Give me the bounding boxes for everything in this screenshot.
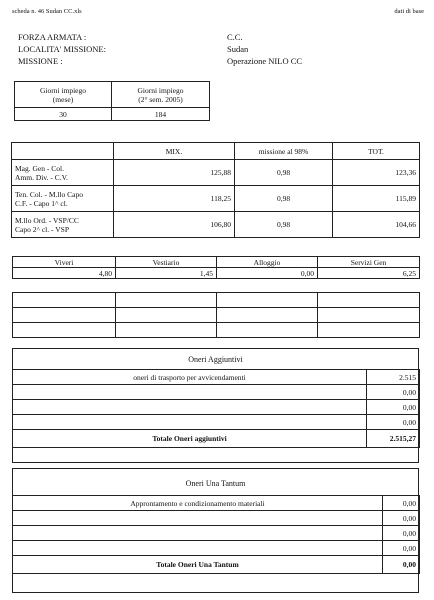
servizi-gen-header: Servizi Gen [318,257,420,268]
empty-cell [116,308,217,323]
grade-pct: 0,98 [235,186,333,212]
localita-value: Sudan [227,44,249,54]
grade-mix: 106,80 [114,212,235,238]
tot-header: TOT. [333,143,420,160]
viveri-value: 4,80 [13,268,116,279]
grade-line2: C.F. - Capo 1^ cl. [15,198,68,208]
localita-label: LOCALITA' MISSIONE: [18,44,106,54]
giorni-sem-header-line2: (2° sem. 2005) [138,94,183,104]
pct-header: missione al 98% [235,143,333,160]
empty-cell [318,323,420,338]
oneri-una-tantum-row-value: 0,00 [383,541,420,556]
oneri-una-tantum-row-label [13,526,383,541]
grade-tot: 115,89 [333,186,420,212]
forza-armata-label: FORZA ARMATA : [18,32,87,42]
oneri-aggiuntivi-total-value: 2.515,27 [367,430,420,448]
header-right-label: dati di base [394,8,424,15]
oneri-una-tantum-total-value: 0,00 [383,556,420,574]
grade-line1: M.llo Ord. - VSP/CC [15,215,79,225]
oneri-aggiuntivi-row-value: 0,00 [367,415,420,430]
giorni-sem-header-line1: Giorni impiego [137,85,184,95]
giorni-mese-header-line1: Giorni impiego [39,85,87,95]
grade-line2: Capo 2^ cl. - VSP [15,224,70,234]
grade-mix: 125,88 [114,160,235,186]
grade-tot: 104,66 [333,212,420,238]
oneri-una-tantum-row-value: 0,00 [383,526,420,541]
grade-line1: Ten. Col. - M.llo Capo [15,189,84,199]
oneri-aggiuntivi-row-label [13,400,367,415]
grade-row-label [12,212,114,238]
giorni-mese-value: 30 [15,108,112,121]
grade-line1: Mag. Gen - Col. [15,163,64,173]
empty-cell [13,308,116,323]
alloggio-value: 0,00 [217,268,318,279]
spese-table [12,256,420,279]
grades-empty-header [12,143,114,160]
grade-row-label [12,186,114,212]
grade-tot: 123,36 [333,160,420,186]
empty-cell [217,323,318,338]
empty-cell [116,323,217,338]
grade-pct: 0,98 [235,212,333,238]
oneri-aggiuntivi-table [12,369,420,448]
empty-cell [13,323,116,338]
oneri-una-tantum-row-value: 0,00 [383,511,420,526]
file-name: scheda n. 46 Sudan CC.xls [12,8,82,15]
oneri-una-tantum-total-label: Totale Oneri Una Tantum [13,556,383,574]
oneri-aggiuntivi-row-value: 0,00 [367,400,420,415]
oneri-aggiuntivi-row-label: oneri di trasporto per avvicendamenti [13,370,367,385]
oneri-una-tantum-row-label [13,541,383,556]
mix-header: MIX. [114,143,235,160]
grade-mix: 118,25 [114,186,235,212]
alloggio-header: Alloggio [217,257,318,268]
oneri-aggiuntivi-row-label [13,415,367,430]
oneri-una-tantum-title: Oneri Una Tantum [185,479,246,488]
oneri-una-tantum-row-label [13,511,383,526]
oneri-una-tantum-row-value: 0,00 [383,496,420,511]
vestiario-value: 1,45 [116,268,217,279]
grade-line2: Amm. Div. - C.V. [15,172,68,182]
empty-cell [217,293,318,308]
giorni-mese-header [15,82,112,108]
missione-value: Operazione NILO CC [227,56,303,66]
missione-label: MISSIONE : [18,56,63,66]
oneri-aggiuntivi-row-value: 2.515 [367,370,420,385]
giorni-sem-header [112,82,210,108]
oneri-una-tantum-row-label: Approntamento e condizionamento materiali [13,496,383,511]
grade-pct: 0,98 [235,160,333,186]
empty-cell [318,293,420,308]
oneri-aggiuntivi-row-value: 0,00 [367,385,420,400]
empty-grid-table [12,292,420,338]
servizi-gen-value: 6,25 [318,268,420,279]
oneri-aggiuntivi-title: Oneri Aggiuntivi [188,355,243,364]
grades-table [11,142,420,238]
empty-cell [217,308,318,323]
viveri-header: Viveri [13,257,116,268]
oneri-aggiuntivi-total-label: Totale Oneri aggiuntivi [13,430,367,448]
giorni-sem-value: 184 [112,108,210,121]
oneri-aggiuntivi-row-label [13,385,367,400]
giorni-table [14,81,210,121]
giorni-mese-header-line2: (mese) [52,94,74,104]
forza-armata-value: C.C. [227,32,243,42]
grade-row-label [12,160,114,186]
empty-cell [13,293,116,308]
vestiario-header: Vestiario [116,257,217,268]
oneri-una-tantum-table [12,495,420,574]
empty-cell [116,293,217,308]
empty-cell [318,308,420,323]
